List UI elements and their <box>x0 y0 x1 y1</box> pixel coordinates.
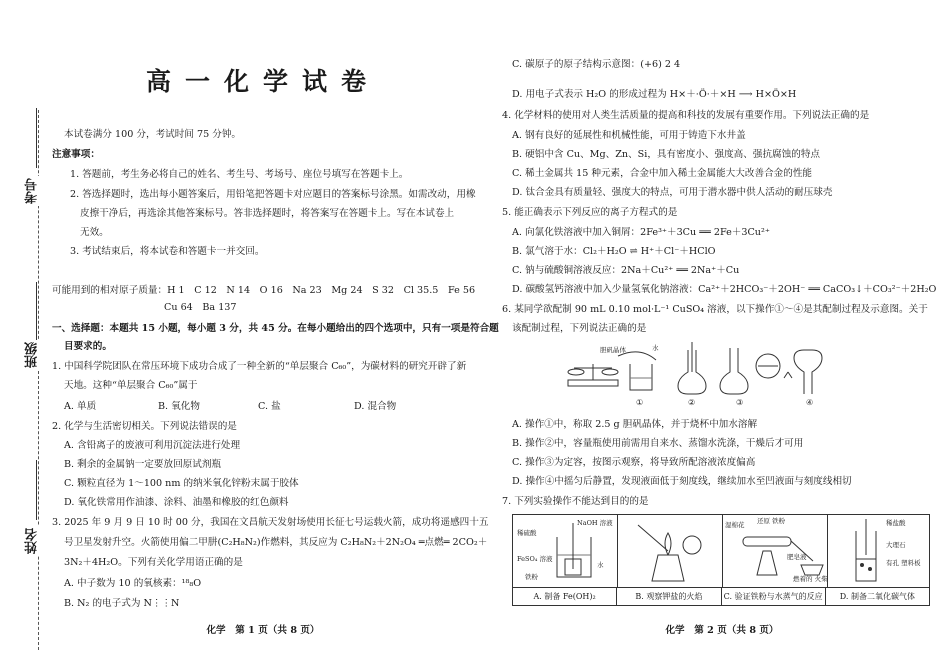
q6-step-2: ② <box>688 398 696 407</box>
q6-label-crystal: 胆矾晶体 <box>600 346 626 354</box>
q2-option-d: D. 氧化铁常用作油漆、涂料、油墨和橡胶的红色颜料 <box>64 497 289 508</box>
q7-experiment-table <box>512 514 930 606</box>
q4-option-d: D. 钛合金具有质量轻、强度大的特点，可用于潜水器中供人活动的耐压球壳 <box>512 187 833 198</box>
q7-c-label-soap: 肥皂液 <box>787 553 807 561</box>
q4-stem: 4. 化学材料的使用对人类生活质量的提高和科技的发展有重要作用。下列说法正确的是 <box>502 110 870 121</box>
q7-caption-row <box>513 588 929 605</box>
q7-a-label-water: 水 <box>597 561 604 569</box>
q7-caption-b: B. 观察钾盐的火焰 <box>617 588 721 605</box>
q6-step-4: ④ <box>806 398 814 407</box>
q3-stem: 3. 2025 年 9 月 9 日 10 时 00 分，我国在文昌航天发射场使用长征七号运载火箭，成功将遥感四十五 <box>52 517 489 528</box>
q6-option-d: D. 操作④中摇匀后静置，发现液面低于刻度线，继续加水至凹液面与刻度线相切 <box>512 476 852 487</box>
q5-option-a: A. 向氯化铁溶液中加入铜屑：2Fe³⁺＋3Cu ══ 2Fe＋3Cu²⁺ <box>512 227 770 238</box>
q4-option-b: B. 硬铝中含 Cu、Mg、Zn、Si，具有密度小、强度高、强抗腐蚀的特点 <box>512 149 821 160</box>
note-3: 3. 考试结束后，将本试卷和答题卡一并交回。 <box>70 246 265 257</box>
q7-a-label-acid: 稀硫酸 <box>517 529 537 537</box>
note-2-cont: 皮擦干净后，再选涂其他答案标号。答非选择题时，将答案写在答题卡上。写在本试卷上 <box>80 208 455 219</box>
class-label: 班级 <box>25 342 40 368</box>
class-blank <box>36 282 40 342</box>
q7-caption-d: D. 制备二氧化碳气体 <box>839 592 915 601</box>
name-label: 姓名 <box>25 528 40 554</box>
q7-a-label-feso4: FeSO₄ 溶液 <box>517 555 553 563</box>
q7-a-label-naoh: NaOH 溶液 <box>577 519 613 527</box>
q6-step-1: ① <box>636 398 644 407</box>
page-1-footer: 化学 第 1 页（共 8 页） <box>206 625 320 636</box>
q3-option-c: C. 碳原子的原子结构示意图：(+6) 2 4 <box>512 59 681 70</box>
q1-stem: 1. 中国科学院团队在常压环境下成功合成了一种全新的“单层聚合 C₆₀”，为碳材料的研究开辟了新 <box>52 361 467 372</box>
q7-c-label-fe: 还原 铁粉 <box>757 517 786 525</box>
q7-figure-d-drawing <box>828 515 932 587</box>
name-blank <box>36 460 40 520</box>
q7-figure-a <box>513 515 618 587</box>
q3-option-a: A. 中子数为 10 的氧核素：¹⁸₈O <box>64 578 202 589</box>
q2-option-b: B. 剩余的金属钠一定要放回原试剂瓶 <box>64 459 222 470</box>
q7-d-label-acid: 稀盐酸 <box>886 519 906 527</box>
q2-option-c: C. 颗粒直径为 1～100 nm 的纳米氧化锌粉末属于胶体 <box>64 478 299 489</box>
q7-a-label-fe: 铁粉 <box>525 573 538 581</box>
q5-option-b: B. 氯气溶于水：Cl₂＋H₂O ⇌ H⁺＋Cl⁻＋HClO <box>512 246 716 257</box>
q3-stem-cont: 号卫星发射升空。火箭使用偏二甲肼(C₂H₈N₂)作燃料，其反应为 C₂H₈N₂＋2N₂O₄ ═点燃═ 2CO₂＋ <box>64 537 488 548</box>
q7-c-label-cotton: 湿棉花 <box>725 521 745 529</box>
q1-option-a: A. 单质 <box>64 401 97 412</box>
q5-option-c: C. 钠与硫酸铜溶液反应：2Na＋Cu²⁺ ══ 2Na⁺＋Cu <box>512 265 740 276</box>
q6-stem: 6. 某同学欲配制 90 mL 0.10 mol·L⁻¹ CuSO₄ 溶液，以下操作①～④是其配制过程及示意图。关于 <box>502 304 928 315</box>
q6-option-b: B. 操作②中，容量瓶使用前需用自来水、蒸馏水洗涤，干燥后才可用 <box>512 438 804 449</box>
page-1 <box>52 0 499 672</box>
q7-figure-c <box>723 515 828 587</box>
q6-figure <box>560 342 832 412</box>
section-heading-cont: 目要求的。 <box>64 341 112 352</box>
q7-stem: 7. 下列实验操作不能达到目的的是 <box>502 496 649 507</box>
note-1: 1. 答题前，考生务必将自己的姓名、考生号、考场号、座位号填写在答题卡上。 <box>70 169 409 180</box>
q7-figure-b <box>618 515 723 587</box>
q7-figure-row <box>513 515 929 588</box>
atomic-masses-line-1: 可能用到的相对原子质量：H 1 C 12 N 14 O 16 Na 23 Mg 24 S 32 Cl 35.5 Fe 56 <box>52 285 476 296</box>
q7-caption-c: C. 验证铁粉与水蒸气的反应 <box>722 588 826 605</box>
q6-label-water: 水 <box>652 344 659 352</box>
q1-option-c: C. 盐 <box>258 401 281 412</box>
q1-stem-cont: 天地。这种“单层聚合 C₆₀”属于 <box>64 380 198 391</box>
q6-stem-cont: 该配制过程，下列说法正确的是 <box>512 323 647 334</box>
q7-d-label-board: 有孔 塑料板 <box>886 559 921 567</box>
q5-stem: 5. 能正确表示下列反应的离子方程式的是 <box>502 207 678 218</box>
q7-d-label-marble: 大理石 <box>886 541 906 549</box>
exam-no-label: 考号 <box>25 178 40 204</box>
q5-option-d: D. 碳酸氢钙溶液中加入少量氢氧化钠溶液：Ca²⁺＋2HCO₃⁻＋2OH⁻ ══ CaCO₃↓＋CO₃²⁻＋2H₂O <box>512 284 937 295</box>
note-2-end: 无效。 <box>80 227 109 238</box>
q1-option-b: B. 氧化物 <box>158 401 200 412</box>
q2-stem: 2. 化学与生活密切相关。下列说法错误的是 <box>52 421 237 432</box>
page-title: 高一化学试卷 <box>145 67 380 96</box>
atomic-masses-line-2: Cu 64 Ba 137 <box>164 302 237 313</box>
q7-figure-b-drawing <box>618 515 722 587</box>
notes-heading: 注意事项： <box>52 149 100 160</box>
q7-figure-d <box>828 515 932 587</box>
q6-option-a: A. 操作①中，称取 2.5 g 胆矾晶体，并于烧杯中加水溶解 <box>512 419 758 430</box>
q3-option-b: B. N₂ 的电子式为 N⋮⋮N <box>64 598 180 609</box>
q1-option-d: D. 混合物 <box>354 401 397 412</box>
q3-stem-end: 3N₂＋4H₂O。下列有关化学用语正确的是 <box>64 557 243 568</box>
section-heading: 一、选择题：本题共 15 小题，每小题 3 分，共 45 分。在每小题给出的四个选项中，只有一项是符合题 <box>52 323 499 334</box>
q4-option-c: C. 稀土金属共 15 种元素，合金中加入稀土金属能大大改善合金的性能 <box>512 168 813 179</box>
q7-c-label-flame: 燃着的 火柴 <box>793 575 828 583</box>
binding-margin <box>0 0 50 672</box>
exam-no-blank <box>36 108 40 168</box>
page-2-footer: 化学 第 2 页（共 8 页） <box>665 625 779 636</box>
note-2: 2. 答选择题时，选出每小题答案后，用铅笔把答题卡对应题目的答案标号涂黑。如需改动，用橡 <box>70 189 476 200</box>
intro-text: 本试卷满分 100 分，考试时间 75 分钟。 <box>64 129 242 140</box>
q2-option-a: A. 含铅离子的废液可利用沉淀法进行处理 <box>64 440 241 451</box>
q3-option-d: D. 用电子式表示 H₂O 的形成过程为 H×＋·Ö·＋×H ⟶ H×Ö×H <box>512 89 797 100</box>
q6-step-3: ③ <box>736 398 744 407</box>
page-2 <box>502 0 942 672</box>
q7-caption-a: A. 制备 Fe(OH)₂ <box>513 588 617 605</box>
q4-option-a: A. 钢有良好的延展性和机械性能，可用于铸造下水井盖 <box>512 130 746 141</box>
q6-option-c: C. 操作③为定容，按图示观察，将导致所配溶液浓度偏高 <box>512 457 756 468</box>
